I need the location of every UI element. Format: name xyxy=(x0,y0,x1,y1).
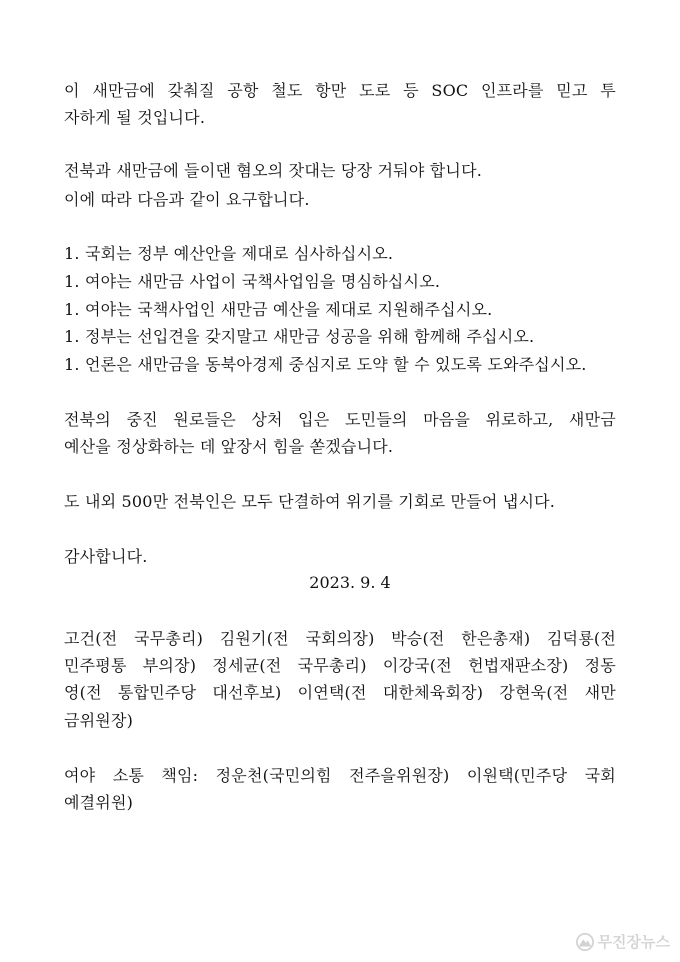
word: 김덕룡(전 xyxy=(546,629,616,648)
word: 정세균(전 xyxy=(212,656,282,675)
word: 전북의 xyxy=(64,410,111,429)
word: 국무총리) xyxy=(134,629,204,648)
word: 책임: xyxy=(161,766,199,785)
word: 상처 xyxy=(251,410,283,429)
word: 철도 xyxy=(271,81,303,100)
thanks-line: 감사합니다. xyxy=(64,547,148,566)
demand-4: 1. 정부는 선입견을 갖지말고 새만금 성공을 위해 함께해 주십시오. xyxy=(64,327,535,346)
p1-line1 xyxy=(64,79,616,103)
word: 이원택(민주당 xyxy=(466,766,568,785)
word: 민주평통 xyxy=(64,656,127,675)
word: SOC xyxy=(431,81,469,100)
word: 마음을 xyxy=(423,410,471,429)
word: 이 xyxy=(64,81,80,100)
p2-line1: 전북과 새만금에 들이댄 혐오의 잣대는 당장 거둬야 합니다. xyxy=(64,161,483,180)
word: 고건(전 xyxy=(64,629,118,648)
word: 통합민주당 xyxy=(117,683,197,702)
word: 새만 xyxy=(584,683,616,702)
p4-line: 도 내외 500만 전북인은 모두 단결하여 위기를 기회로 만들어 냅시다. xyxy=(64,492,556,511)
word: 이연택(전 xyxy=(297,683,367,702)
word: 박승(전 xyxy=(391,629,445,648)
word: 한은총재) xyxy=(461,629,531,648)
watermark-text: 무진장뉴스 xyxy=(597,933,670,951)
word: 강현욱(전 xyxy=(499,683,569,702)
word: 공항 xyxy=(227,81,259,100)
word: 믿고 xyxy=(556,81,588,100)
word: 여야 xyxy=(64,766,96,785)
p3-line2: 예산을 정상화하는 데 앞장서 힘을 쏟겠습니다. xyxy=(64,437,394,456)
p2-line2: 이에 따라 다음과 같이 요구합니다. xyxy=(64,190,310,209)
signatories-line3 xyxy=(64,681,616,705)
word: 위로하고, xyxy=(485,410,554,429)
word: 대한체육회장) xyxy=(382,683,484,702)
word: 김원기(전 xyxy=(219,629,289,648)
news-watermark xyxy=(576,931,670,952)
word: 원로들은 xyxy=(173,410,236,429)
p3-line1 xyxy=(64,408,616,432)
demand-1: 1. 국회는 정부 예산안을 제대로 심사하십시오. xyxy=(64,244,394,263)
word: 헌법재판소장) xyxy=(468,656,569,675)
word: 등 xyxy=(403,81,419,100)
word: 항만 xyxy=(315,81,347,100)
word: 영(전 xyxy=(64,683,102,702)
word: 인프라를 xyxy=(480,81,544,100)
word: 입은 xyxy=(298,410,330,429)
signatories-line4: 금위원장) xyxy=(64,711,134,730)
word: 중진 xyxy=(126,410,158,429)
word: 전주을위원장) xyxy=(349,766,450,785)
mountain-logo-icon xyxy=(576,933,594,951)
word: 국무총리) xyxy=(297,656,367,675)
word: 정운천(국민의힘 xyxy=(215,766,332,785)
word: 국회의장) xyxy=(305,629,375,648)
word: 투 xyxy=(600,81,616,100)
word: 국회 xyxy=(584,766,616,785)
liaison-line2: 예결위원) xyxy=(64,793,134,812)
document-date: 2023. 9. 4 xyxy=(309,573,391,592)
word: 새만금 xyxy=(568,410,616,429)
signatories-line2 xyxy=(64,654,616,678)
signatories-line1 xyxy=(64,627,616,651)
word: 도로 xyxy=(359,81,391,100)
word: 부의장) xyxy=(142,656,197,675)
word: 소통 xyxy=(112,766,144,785)
p1-line2: 자하게 될 것입니다. xyxy=(64,108,206,127)
demand-5: 1. 언론은 새만금을 동북아경제 중심지로 도약 할 수 있도록 도와주십시오. xyxy=(64,355,587,374)
word: 대선후보) xyxy=(212,683,282,702)
word: 이강국(전 xyxy=(382,656,452,675)
demand-2: 1. 여야는 새만금 사업이 국책사업임을 명심하십시오. xyxy=(64,272,441,291)
demand-3: 1. 여야는 국책사업인 새만금 예산을 제대로 지원해주십시오. xyxy=(64,300,493,319)
word: 정동 xyxy=(584,656,616,675)
liaison-line1 xyxy=(64,764,616,788)
word: 새만금에 xyxy=(92,81,155,100)
word: 도민들의 xyxy=(344,410,408,429)
word: 갖춰질 xyxy=(167,81,215,100)
